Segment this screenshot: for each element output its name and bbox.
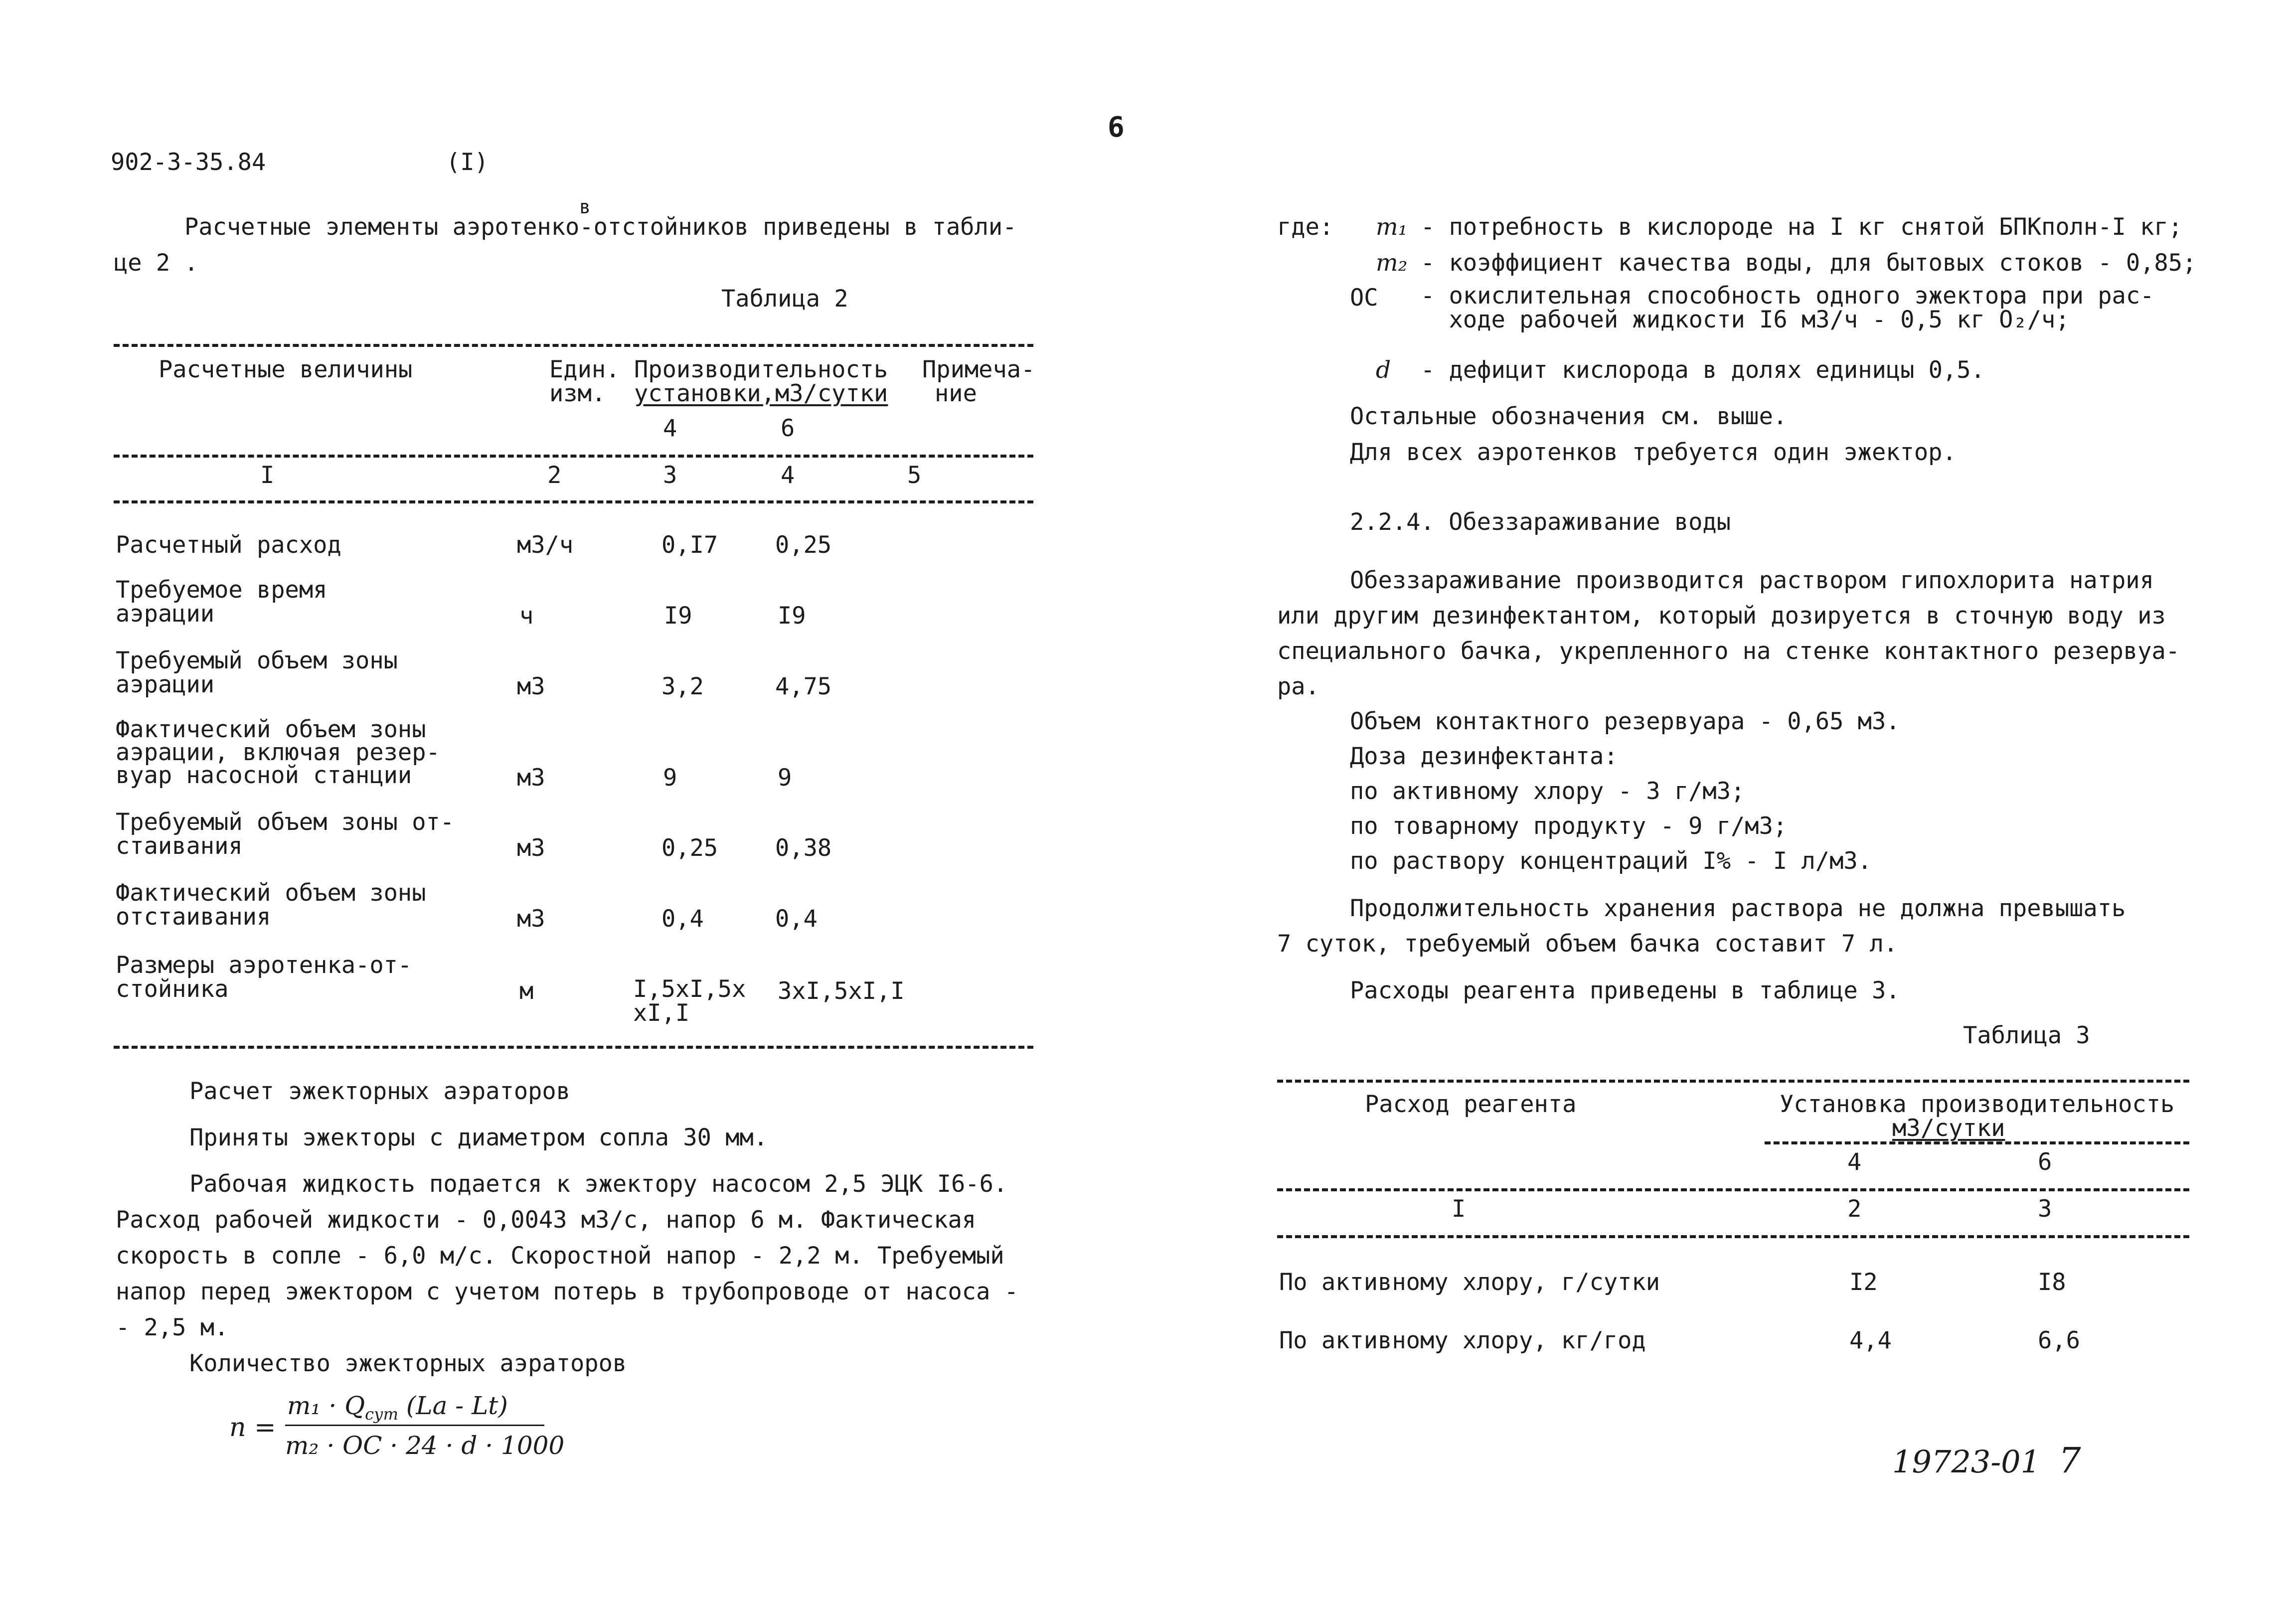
table-3-header-capacity-line-2: м3/сутки xyxy=(1892,1115,2005,1142)
table-2-row-value-6: 0,25 xyxy=(775,531,832,559)
where-label: где: xyxy=(1277,213,1334,241)
definition-symbol: d xyxy=(1376,356,1391,384)
table-2-column-number: 3 xyxy=(663,462,677,489)
table-3-header-capacity-4: 4 xyxy=(1847,1148,1862,1176)
formula-fraction-bar xyxy=(285,1425,544,1426)
table-2-header-capacity-4: 4 xyxy=(663,415,677,442)
document-code: 902-3-35.84 xyxy=(111,149,266,176)
table-2-header-unit-line-1: Един. xyxy=(549,356,620,383)
table-2-header-capacity-6: 6 xyxy=(781,415,795,442)
table-3-capacity-rule xyxy=(1765,1141,2189,1144)
storage-line-2: 7 суток, требуемый объем бачка составит 7 л. xyxy=(1277,930,1898,958)
handwritten-archive-code: 19723-01 xyxy=(1892,1444,2041,1480)
formula-numerator-main: m₁ · Q xyxy=(287,1391,365,1420)
dose-line: по раствору концентраций I% - I л/м3. xyxy=(1350,847,1872,875)
table-2-row-value-4: I9 xyxy=(664,602,692,630)
pump-paragraph-line: скорость в сопле - 6,0 м/с. Скоростной напор - 2,2 м. Требуемый xyxy=(116,1242,1004,1270)
disinfection-paragraph-line: ра. xyxy=(1277,673,1319,700)
table-2-header-note-line-2: ние xyxy=(935,380,977,407)
table-2-header-capacity-line-2: установки,м3/сутки xyxy=(634,380,888,407)
definition-symbol: m₂ xyxy=(1376,249,1408,277)
pump-paragraph-line: Расход рабочей жидкости - 0,0043 м3/с, напор 6 м. Фактическая xyxy=(116,1206,977,1234)
table-2-row-name: Фактический объем зоны аэрации, включая резер- вуар насосной станции xyxy=(116,716,440,789)
table-2-numbers-rule xyxy=(114,500,1033,503)
ejector-count-heading: Количество эжекторных аэраторов xyxy=(189,1350,627,1377)
table-3-numbers-rule xyxy=(1277,1235,2189,1238)
table-3-row-value-6: 6,6 xyxy=(2038,1327,2080,1354)
intro-text-line-1: Расчетные элементы аэротенко-отстойников приведены в табли- xyxy=(184,213,1017,241)
pump-paragraph-line: напор перед эжектором с учетом потерь в трубопроводе от насоса - xyxy=(116,1278,1018,1305)
table-2-row-name: Требуемое время аэрации xyxy=(116,576,328,628)
table-3-top-rule xyxy=(1277,1080,2189,1083)
formula-lhs: n = xyxy=(229,1413,276,1443)
table-2-row-name: Фактический объем зоны отстаивания xyxy=(116,879,426,931)
table-2-header-capacity-line-1: Производительность xyxy=(634,356,888,383)
table-2-row-value-4: 3,2 xyxy=(661,673,704,700)
table-2-row-name: Требуемый объем зоны от- стаивания xyxy=(116,808,455,860)
table-3-header-reagent: Расход реагента xyxy=(1365,1091,1577,1118)
table-2-row-unit: м3 xyxy=(517,673,545,700)
table-2-row-unit: м3 xyxy=(517,834,545,862)
table-2-row-name: Расчетный расход xyxy=(116,531,341,559)
disinfection-paragraph-line: специального бачка, укрепленного на стенке контактного резервуа- xyxy=(1277,638,2180,665)
table-3-header-capacity-6: 6 xyxy=(2038,1148,2052,1176)
insert-mark: в xyxy=(579,196,591,218)
definition-text: - дефицит кислорода в долях единицы 0,5. xyxy=(1421,356,1985,384)
table-3-row-name: По активному хлору, кг/год xyxy=(1279,1327,1646,1354)
page-number: 6 xyxy=(1108,111,1125,144)
table-2-row-value-6: 0,38 xyxy=(775,834,832,862)
definition-symbol: OC xyxy=(1350,284,1378,312)
table-2-row-unit: м3/ч xyxy=(517,531,574,559)
table-3-row-name: По активному хлору, г/сутки xyxy=(1279,1269,1660,1296)
table-3-row-value-6: I8 xyxy=(2038,1269,2066,1296)
table-2-column-number: 4 xyxy=(781,462,795,489)
table-2-row-unit: м xyxy=(519,977,534,1005)
disinfection-paragraph-line: Обеззараживание производится раствором гипохлорита натрия xyxy=(1350,567,2154,594)
table-2-row-value-4: 0,4 xyxy=(661,905,704,933)
table-3-header-capacity-line-1: Установка производительность xyxy=(1780,1091,2175,1118)
table-2-row-value-4: 0,25 xyxy=(661,834,718,862)
table-3-title: Таблица 3 xyxy=(1963,1022,2090,1049)
table-2-row-value-6: 4,75 xyxy=(775,673,832,700)
handwritten-sheet-number: 7 xyxy=(2059,1440,2081,1481)
disinfection-paragraph-line: или другим дезинфектантом, который дозируется в сточную воду из xyxy=(1277,602,2166,630)
table-2-row-value-6: 9 xyxy=(778,764,792,792)
table-3-row-value-4: 4,4 xyxy=(1849,1327,1892,1354)
definition-text: - коэффициент качества воды, для бытовых стоков - 0,85; xyxy=(1421,249,2197,277)
table-2-row-unit: м3 xyxy=(517,905,545,933)
definition-text: - потребность в кислороде на I кг снятой БПКполн-I кг; xyxy=(1421,213,2183,241)
definition-symbol: m₁ xyxy=(1376,213,1408,241)
reagent-note: Расходы реагента приведены в таблице 3. xyxy=(1350,977,1900,1004)
table-2-row-name: Размеры аэротенка-от- стойника xyxy=(116,952,412,1003)
section-heading: 2.2.4. Обеззараживание воды xyxy=(1350,508,1731,536)
storage-line-1: Продолжительность хранения раствора не должна превышать xyxy=(1350,895,2126,922)
table-2-row-value-4: 9 xyxy=(663,764,677,792)
table-2-row-value-4: 0,I7 xyxy=(661,531,718,559)
table-2-row-name: Требуемый объем зоны аэрации xyxy=(116,647,398,698)
table-2-header-parameter: Расчетные величины xyxy=(159,356,413,383)
table-2-row-value-4: I,5xI,5x xI,I xyxy=(633,975,746,1027)
table-2-row-unit: ч xyxy=(519,602,534,630)
dose-line: по активному хлору - 3 г/м3; xyxy=(1350,778,1745,805)
table-2-header-rule xyxy=(114,455,1033,458)
table-2-row-value-6: 0,4 xyxy=(775,905,818,933)
dose-label: Доза дезинфектанта: xyxy=(1350,743,1618,770)
ejector-nozzle-line: Приняты эжекторы с диаметром сопла 30 мм. xyxy=(189,1124,768,1151)
table-2-bottom-rule xyxy=(114,1046,1033,1049)
table-2-header-note-line-1: Примеча- xyxy=(922,356,1035,383)
definition-text: - окислительная способность одного эжектора при рас- ходе рабочей жидкости I6 м3/ч - 0,5 кг O₂/ч; xyxy=(1421,282,2154,333)
table-2-column-number: 5 xyxy=(907,462,922,489)
intro-text-line-2: це 2 . xyxy=(114,249,198,277)
ejector-heading: Расчет эжекторных аэраторов xyxy=(189,1078,571,1105)
table-2-row-value-6: I9 xyxy=(778,602,806,630)
formula-numerator xyxy=(287,1391,508,1424)
table-2-column-number: I xyxy=(260,462,275,489)
table-2-header-unit-line-2: изм. xyxy=(549,380,606,407)
formula-numerator-sub: сут xyxy=(365,1405,398,1424)
dose-line: по товарному продукту - 9 г/м3; xyxy=(1350,812,1788,840)
table-3-header-rule xyxy=(1277,1188,2189,1191)
table-3-column-number: 3 xyxy=(2038,1195,2052,1223)
formula-denominator: m₂ · OC · 24 · d · 1000 xyxy=(285,1431,565,1460)
one-ejector-note: Для всех аэротенков требуется один эжектор. xyxy=(1350,439,1957,466)
table-3-column-number: 2 xyxy=(1847,1195,1862,1223)
pump-paragraph-line: Рабочая жидкость подается к эжектору насосом 2,5 ЭЦК I6-6. xyxy=(189,1170,1008,1198)
table-3-row-value-4: I2 xyxy=(1849,1269,1878,1296)
table-3-column-number: I xyxy=(1452,1195,1466,1223)
others-note: Остальные обозначения см. выше. xyxy=(1350,403,1788,430)
table-2-column-number: 2 xyxy=(547,462,562,489)
table-2-top-rule xyxy=(114,344,1033,347)
pump-paragraph-line: - 2,5 м. xyxy=(116,1314,229,1341)
document-part: (I) xyxy=(446,149,489,176)
table-2-row-unit: м3 xyxy=(517,764,545,792)
contact-tank-volume: Объем контактного резервуара - 0,65 м3. xyxy=(1350,708,1900,735)
formula-numerator-tail: (La - Lt) xyxy=(398,1391,508,1420)
table-2-title: Таблица 2 xyxy=(721,285,848,313)
table-2-row-value-6: 3xI,5xI,I xyxy=(778,977,905,1005)
